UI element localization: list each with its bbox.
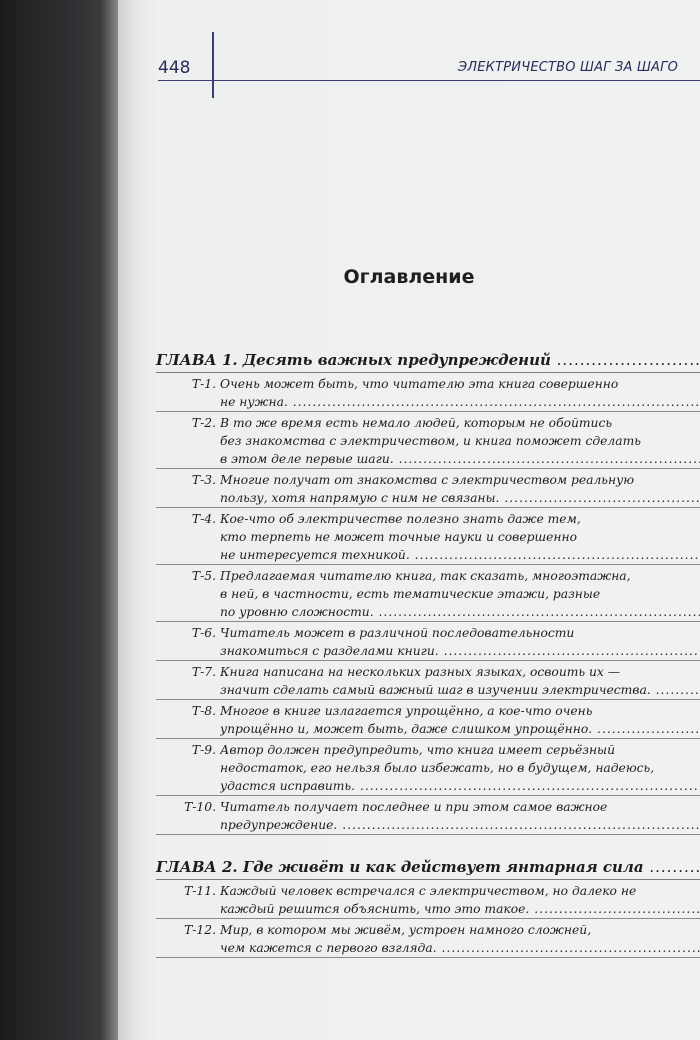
chapter-label: ГЛАВА 1. Десять важных предупреждений (156, 351, 551, 369)
entry-line: Читатель может в различной последовательности (220, 626, 575, 640)
entry-line: недостаток, его нельзя было избежать, но в будущем, надеюсь, (220, 761, 655, 775)
entry-number: Т-8. (191, 704, 216, 718)
entry-line: в этом деле первые шаги. ..... (220, 450, 700, 468)
toc-entry[interactable] (156, 702, 700, 739)
book-page (118, 0, 700, 1040)
page-header (118, 0, 700, 96)
entry-line: Мир, в котором мы живём, устроен намного сложней, (220, 923, 592, 937)
entry-number: Т-3. (191, 473, 216, 487)
entry-line: знакомиться с разделами книги. ..... (220, 642, 700, 660)
entry-line: Читатель получает последнее и при этом самое важное (220, 800, 608, 814)
entry-number: Т-12. (184, 923, 216, 937)
toc-entry[interactable] (156, 510, 700, 565)
entry-line: в ней, в частности, есть тематические этажи, разные (220, 587, 601, 601)
entry-line: предупреждение. ..... (220, 816, 700, 834)
toc-entry[interactable] (156, 567, 700, 622)
entry-number: Т-1. (191, 377, 216, 391)
entry-line: Кое-что об электричестве полезно знать даже тем, (220, 512, 581, 526)
entry-number: Т-2. (191, 416, 216, 430)
entry-line: Автор должен предупредить, что книга имеет серьёзный (220, 743, 615, 757)
toc-entry[interactable] (156, 882, 700, 919)
chapter-gap (156, 835, 700, 857)
entry-line: Каждый человек встречался с электричеством, но далеко не (220, 884, 637, 898)
toc-entry[interactable] (156, 471, 700, 508)
entry-line: кто терпеть не может точные науки и совершенно (220, 530, 577, 544)
entry-line: значит сделать самый важный шаг в изучении электричества. ..... (220, 681, 700, 699)
entry-line: удастся исправить. ..... (220, 777, 700, 795)
entry-line: Многое в книге излагается упрощённо, а кое-что очень (220, 704, 593, 718)
entry-line: чем кажется с первого взгляда. ..... (220, 939, 700, 957)
entry-line: по уровню сложности. ..... (220, 603, 700, 621)
entry-number: Т-4. (191, 512, 216, 526)
toc-entry[interactable] (156, 741, 700, 796)
header-divider-vertical (212, 32, 214, 98)
toc-entry[interactable] (156, 624, 700, 661)
entry-number: Т-6. (191, 626, 216, 640)
entry-number: Т-5. (191, 569, 216, 583)
toc-entry[interactable] (156, 414, 700, 469)
toc-entry[interactable] (156, 375, 700, 412)
header-divider-horizontal (158, 80, 700, 81)
chapter-label: ГЛАВА 2. Где живёт и как действует янтарная сила (156, 858, 644, 876)
entry-line: Предлагаемая читателю книга, так сказать, многоэтажна, (220, 569, 631, 583)
toc-entry[interactable] (156, 921, 700, 958)
entry-line: Книга написана на нескольких разных языках, освоить их — (220, 665, 621, 679)
entry-line: В то же время есть немало людей, которым не обойтись (220, 416, 613, 430)
toc-chapter-1[interactable] (156, 350, 700, 373)
entry-line: пользу, хотя напрямую с ним не связаны. ..... (220, 489, 700, 507)
entry-number: Т-9. (191, 743, 216, 757)
entry-number: Т-10. (184, 800, 216, 814)
entry-line: упрощённо и, может быть, даже слишком упрощённо. ..... (220, 720, 700, 738)
toc-title: Оглавление (343, 266, 475, 288)
book-spine-shadow (0, 0, 118, 1040)
toc-entry[interactable] (156, 798, 700, 835)
entry-number: Т-11. (184, 884, 216, 898)
entry-line: каждый решится объяснить, что это такое. ..... (220, 900, 700, 918)
toc-chapter-2[interactable] (156, 857, 700, 880)
toc-entry[interactable] (156, 663, 700, 700)
entry-line: без знакомства с электричеством, и книга поможет сделать (220, 434, 641, 448)
entry-line: Очень может быть, что читателю эта книга совершенно (220, 377, 619, 391)
entry-line: Многие получат от знакомства с электричеством реальную (220, 473, 635, 487)
page-number: 448 (158, 58, 191, 78)
entry-line: не интересуется техникой. ..... (220, 546, 700, 564)
toc-list (156, 350, 700, 958)
running-title: ЭЛЕКТРИЧЕСТВО ШАГ ЗА ШАГО (458, 60, 679, 75)
entry-line: не нужна. ..... (220, 393, 700, 411)
entry-number: Т-7. (191, 665, 216, 679)
